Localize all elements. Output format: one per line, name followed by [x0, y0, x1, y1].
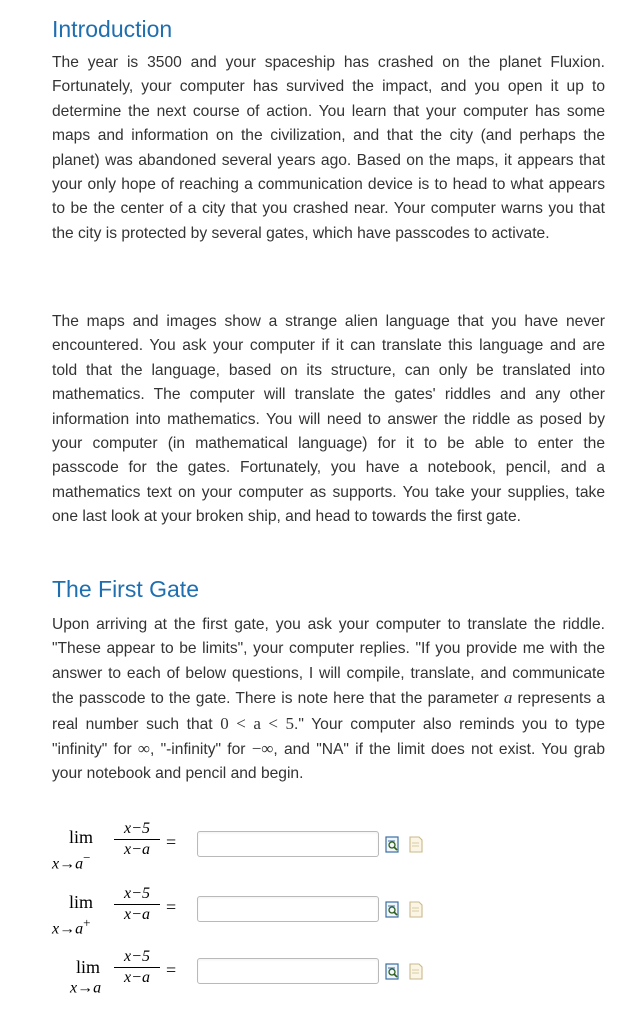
preview-icon[interactable]: [385, 901, 400, 918]
limit-question-1: [52, 818, 612, 873]
fraction-bar: [114, 967, 160, 968]
lim-operator: lim: [76, 957, 101, 977]
infinity-symbol: ∞: [137, 739, 151, 759]
text-part: Upon arriving at the first gate, you ask your computer to translate the riddle. "These appear to be limits", your computer replies. "If you provide me with the answer to each of below questions, I will compile, translate, and communicate the passcode to the gate. There is note here that the parameter: [52, 616, 605, 708]
intro-paragraph-2: The maps and images show a strange alien language that you have never encountered. You ask your computer if it can translate this language and are told that the language, based on its structure, can only be translated into mathematics. The computer will translate the gates' riddles and any other information into mathematics. You will need to answer the riddle as posed by your computer (in mathematical language) for it to be able to enter the passcode for the gates. Fortunately, you have a notebook, pencil, and a mathematics text on your computer as supports. You take your supplies, take one last look at your broken ship, and head to towards the first gate.: [52, 313, 605, 526]
denominator: x−a: [124, 906, 150, 923]
lim-subscript: [52, 915, 90, 938]
side-marker: +: [83, 915, 91, 930]
side-marker: −: [83, 850, 91, 865]
variable-a: a: [503, 688, 513, 708]
text-part: , "-infinity" for: [150, 741, 252, 759]
approach: x→a: [70, 979, 102, 997]
fraction-bar: [114, 839, 160, 840]
numerator: x−5: [124, 885, 150, 902]
lim-operator: lim: [69, 892, 94, 912]
preview-icon[interactable]: [385, 836, 400, 853]
first-gate-paragraph: [52, 613, 605, 787]
first-gate-heading: The First Gate: [52, 576, 199, 602]
fraction: [114, 948, 160, 987]
numerator: x−5: [124, 948, 150, 965]
numerator: x−5: [124, 820, 150, 837]
fraction: [114, 885, 160, 924]
equals-sign: =: [166, 897, 177, 917]
denominator: x−a: [124, 841, 150, 858]
intro-paragraph-1: The year is 3500 and your spaceship has crashed on the planet Fluxion. Fortunately, your computer has survived the impact, and you open it up to determine the next course of action. You learn that your computer has some maps and information on the civilization, and that the city (and perhaps the planet) was abandoned several years ago. Based on the maps, it appears that your only hope of reaching a communication device is to head to what appears to be the center of a city that you crashed near. Your computer warns you that the city is protected by several gates, which have passcodes to activate.: [52, 54, 605, 242]
lim-operator: lim: [69, 827, 94, 847]
equals-sign: =: [166, 960, 177, 980]
denominator: x−a: [124, 969, 150, 986]
limit-question-3: [52, 948, 612, 998]
limit-question-2: [52, 883, 612, 938]
inequality: 0 < a < 5: [220, 713, 295, 733]
answer-input-3[interactable]: [197, 958, 379, 984]
equals-sign: =: [166, 832, 177, 852]
text-part: , and "NA" if the limit does not exist. You grab your notebook and pencil and begin.: [52, 741, 605, 783]
text-part: represents a real number such that: [52, 690, 605, 733]
preview-icon[interactable]: [385, 963, 400, 980]
answer-input-1[interactable]: [197, 831, 379, 857]
help-icon[interactable]: [409, 963, 424, 980]
fraction-bar: [114, 904, 160, 905]
approach: x→a: [52, 920, 84, 938]
text-part: ." Your computer also reminds you to type "infinity" for: [52, 715, 605, 759]
fraction: [114, 820, 160, 859]
help-icon[interactable]: [409, 901, 424, 918]
answer-input-2[interactable]: [197, 896, 379, 922]
help-icon[interactable]: [409, 836, 424, 853]
neg-infinity-symbol: −∞: [251, 739, 274, 759]
intro-heading: Introduction: [52, 16, 173, 42]
approach: x→a: [52, 855, 84, 873]
lim-subscript: [52, 850, 90, 873]
lim-subscript: [70, 974, 101, 997]
